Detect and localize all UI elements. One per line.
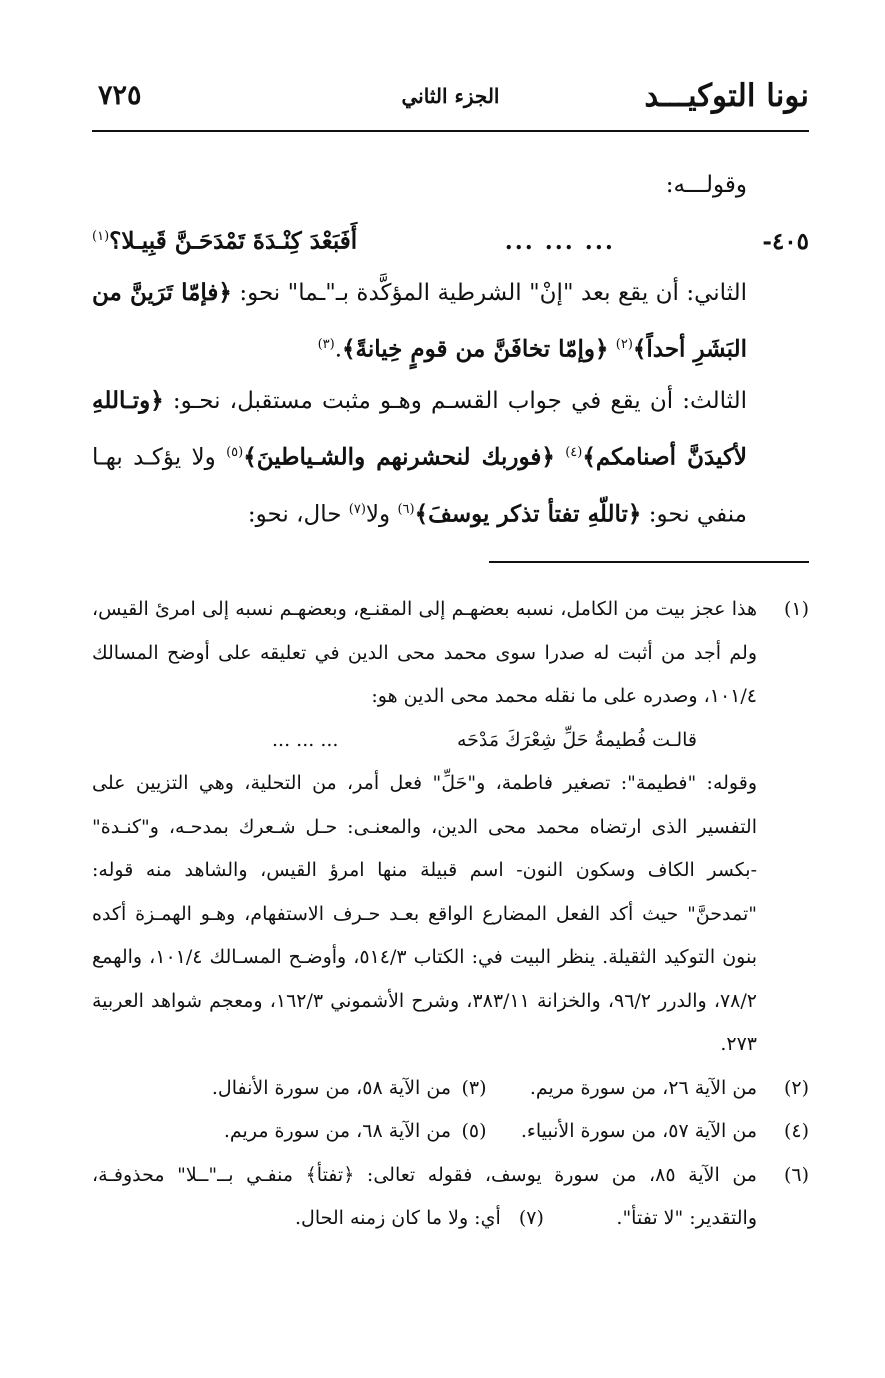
intro-line: وقولـــه: xyxy=(665,172,747,198)
footnote-ref: (١) xyxy=(92,229,110,244)
footnote-verse xyxy=(92,719,757,763)
page-number: ٧٢٥ xyxy=(98,80,142,111)
footnote-ref: (٣) xyxy=(317,336,335,352)
footnote-row-2-3 xyxy=(92,1067,809,1111)
footnote-number: (٣) xyxy=(461,1076,487,1099)
footnote-number: (٢) xyxy=(783,1076,809,1099)
paragraph-third xyxy=(92,375,809,540)
footnote-number: (٦) xyxy=(783,1163,809,1186)
text-run: الثالث: أن يقع في جواب القسـم وهـو مثبت مستقبل، نحـو: xyxy=(172,388,747,415)
footnote-body xyxy=(92,588,757,1067)
quran-quote: ﴿فوربك لنحشرنهم والشـياطينَ﴾ xyxy=(243,443,555,471)
footnote-text: هذا عجز بيت من الكامل، نسبه بعضهـم إلى المقنـع، وبعضهـم نسبه إلى امرئ القيس، ولم أجد من أثبت له صدرا سوى محمد محى الدين في تعليقه على أوضح المسالك ١٠١/٤، وصدره على ما نقله محمد محى الدين هو: xyxy=(92,598,757,707)
verse-hemistich xyxy=(92,211,357,267)
footnote-text: من الآية ٥٨، من سورة الأنفال. xyxy=(211,1076,451,1099)
text-run: . xyxy=(334,336,343,363)
verse-dots: ... ... ... xyxy=(272,728,339,751)
footnote-6 xyxy=(92,1154,809,1241)
footnote-ref: (٢) xyxy=(615,336,633,352)
footnotes xyxy=(92,588,809,1241)
page-header xyxy=(92,78,809,126)
footnote-number: (٧) xyxy=(518,1207,544,1229)
text-run: الثاني: أن يقع بعد "إنْ" الشرطية المؤكَّدة بـ"ـما" نحو: xyxy=(239,279,748,306)
text-run: ولا يؤكـد بهـا منفي نحو: xyxy=(92,444,747,528)
verse-dots: ... ... ... xyxy=(504,227,615,255)
quran-quote: ﴿وإمّا تخافَنَّ من قومٍ خِيانةً﴾ xyxy=(342,335,609,363)
footnote-ref: (٦) xyxy=(397,501,415,517)
footnote-row-4-5 xyxy=(92,1110,809,1154)
chapter-title: نونا التوكيـــد xyxy=(644,78,809,114)
paragraph-second xyxy=(92,267,809,376)
footnote-text: أي: ولا ما كان زمنه الحال. xyxy=(294,1207,501,1229)
footnote-text: وقوله: "فطيمة": تصغير فاطمة، و"حَلِّ" فعل أمر، من التحلية، وهي التزيين على التفسير الذى ارتضاه محمد محى الدين، والمعنـى: حـل شـعرك بمدحـه، و"كنـدة" -بكسر الكاف وسكون النون- اسم قبيلة منها امرؤ القيس، والشاهد منه قوله: "تمدحنَّ" حيث أكد الفعل المضارع الواقع بعـد حـرف الاستفهام، وهـو الهمـزة أكده بنون التوكيد الثقيلة. ينظر البيت في: الكتاب ٥١٤/٣، وأوضـح المسـالك ١٠١/٤، والهمع ٧٨/٢، والدرر ٩٦/٢، والخزانة ٣٨٣/١١، وشرح الأشموني ١٦٢/٣، ومعجم شواهد العربية ٢٧٣. xyxy=(92,772,757,1055)
part-label: الجزء الثاني xyxy=(401,84,500,108)
footnote-number: (٥) xyxy=(461,1120,487,1142)
text-run: حال، نحو: xyxy=(247,501,342,528)
verse-hemistich: قالـت فُطيمةُ حَلِّ شِعْرَكَ مَدْحَه xyxy=(456,728,697,751)
footnote-1 xyxy=(92,588,809,1067)
footnote-number: (١) xyxy=(783,598,809,620)
footnote-text: من الآية ٥٧، من سورة الأنبياء. xyxy=(520,1120,757,1142)
verse-text: أَفَبَعْدَ كِنْـدَةَ تَمْدَحَـنَّ قَبِيـلا؟ xyxy=(109,227,358,255)
footnote-ref: (٤) xyxy=(565,445,583,461)
header-rule xyxy=(92,130,809,132)
quran-quote: ﴿وتـاللهِ لأكيدَنَّ أصنامكم﴾ xyxy=(92,387,748,471)
main-text xyxy=(92,160,809,541)
footnote-number: (٤) xyxy=(783,1120,809,1142)
quran-quote: ﴿فإمّا تَرَينَّ من البَشَرِ أحداً﴾ xyxy=(92,278,747,363)
verse-number: ٤٠٥- xyxy=(762,227,809,255)
footnote-separator xyxy=(489,561,809,563)
text-run: ولا xyxy=(365,501,391,528)
footnote-ref: (٧) xyxy=(348,501,366,517)
verse-405 xyxy=(92,211,809,267)
text-run: من الآية ٨٥، من سورة يوسف، فقوله تعالى: ﴿تفتأ﴾ منفـي بــ"ــلا" محذوفـة، والتقدير: "لا تفتأ". xyxy=(92,1163,757,1229)
footnote-text xyxy=(92,1154,757,1241)
footnote-text: من الآية ٦٨، من سورة مريم. xyxy=(223,1120,451,1142)
footnote-ref: (٥) xyxy=(226,445,244,461)
footnote-text: من الآية ٢٦، من سورة مريم. xyxy=(529,1076,757,1099)
quran-quote: ﴿تاللّهِ تفتأ تذكر يوسفَ﴾ xyxy=(414,500,642,528)
